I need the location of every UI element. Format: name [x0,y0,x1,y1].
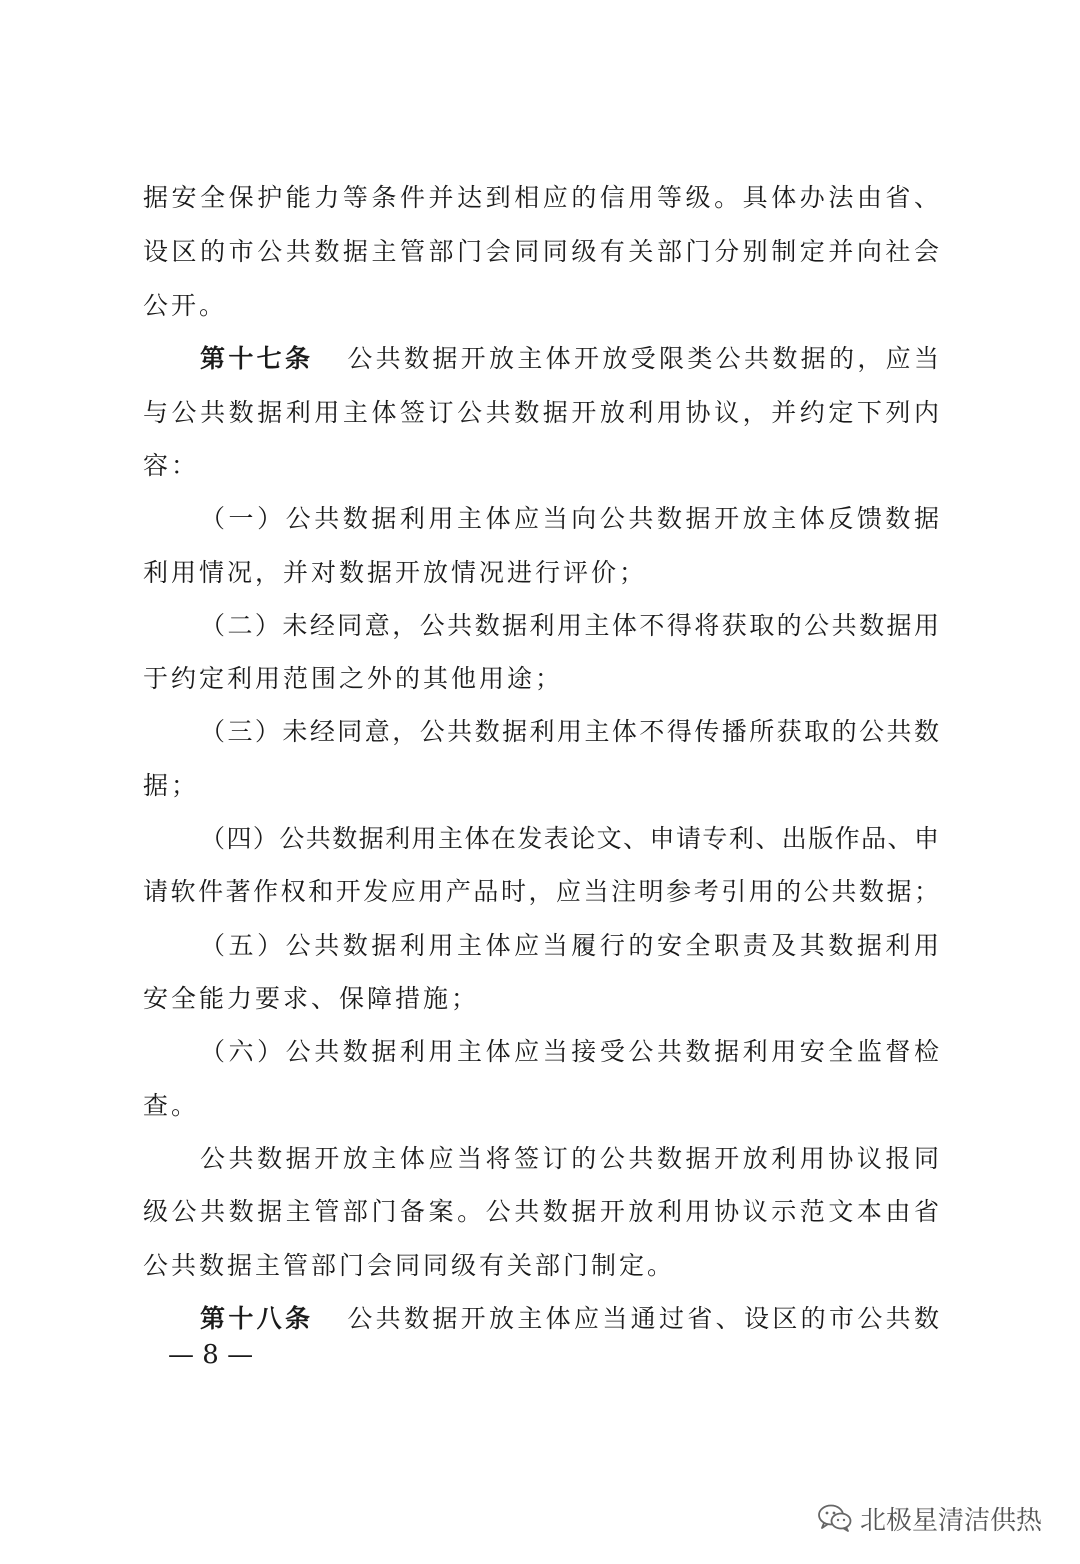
text-line: 级公共数据主管部门备案。公共数据开放利用协议示范文本由省 [143,1197,939,1226]
text-line: 公共数据开放主体开放受限类公共数据的，应当 [347,344,939,373]
text-line: 公开。 [143,291,228,320]
text-line: 与公共数据利用主体签订公共数据开放利用协议，并约定下列内 [143,398,939,427]
watermark [818,1500,1042,1536]
article-17-heading: 第十七条 [200,344,314,373]
article-17-line [200,342,939,376]
page-number: — 8 — [168,1340,254,1370]
text-line: 利用情况，并对数据开放情况进行评价； [143,558,648,587]
list-item-5: （五）公共数据利用主体应当履行的安全职责及其数据利用 [200,931,939,960]
text-line: 安全能力要求、保障措施； [143,984,480,1013]
text-line: 公共数据主管部门会同同级有关部门制定。 [143,1251,676,1280]
list-item-3: （三）未经同意，公共数据利用主体不得传播所获取的公共数 [200,717,939,746]
article-18-line [200,1302,939,1336]
paragraph-filing: 公共数据开放主体应当将签订的公共数据开放利用协议报同 [200,1144,939,1173]
text-line: 请软件著作权和开发应用产品时，应当注明参考引用的公共数据； [143,877,939,906]
wechat-icon [818,1504,852,1532]
list-item-2: （二）未经同意，公共数据利用主体不得将获取的公共数据用 [200,611,939,640]
text-line: 公共数据开放主体应当通过省、设区的市公共数 [347,1304,939,1333]
text-line: 容： [143,451,200,480]
watermark-text: 北极星清洁供热 [860,1505,1043,1536]
article-18-heading: 第十八条 [200,1304,314,1333]
text-line: 设区的市公共数据主管部门会同同级有关部门分别制定并向社会 [143,237,939,266]
list-item-1: （一）公共数据利用主体应当向公共数据开放主体反馈数据 [200,504,939,533]
text-line: 于约定利用范围之外的其他用途； [143,664,564,693]
list-item-6: （六）公共数据利用主体应当接受公共数据利用安全监督检 [200,1037,939,1066]
text-line: 查。 [143,1091,200,1120]
list-item-4: （四）公共数据利用主体在发表论文、申请专利、出版作品、申 [200,824,939,853]
text-line: 据安全保护能力等条件并达到相应的信用等级。具体办法由省、 [143,183,939,212]
text-line: 据； [143,771,200,800]
